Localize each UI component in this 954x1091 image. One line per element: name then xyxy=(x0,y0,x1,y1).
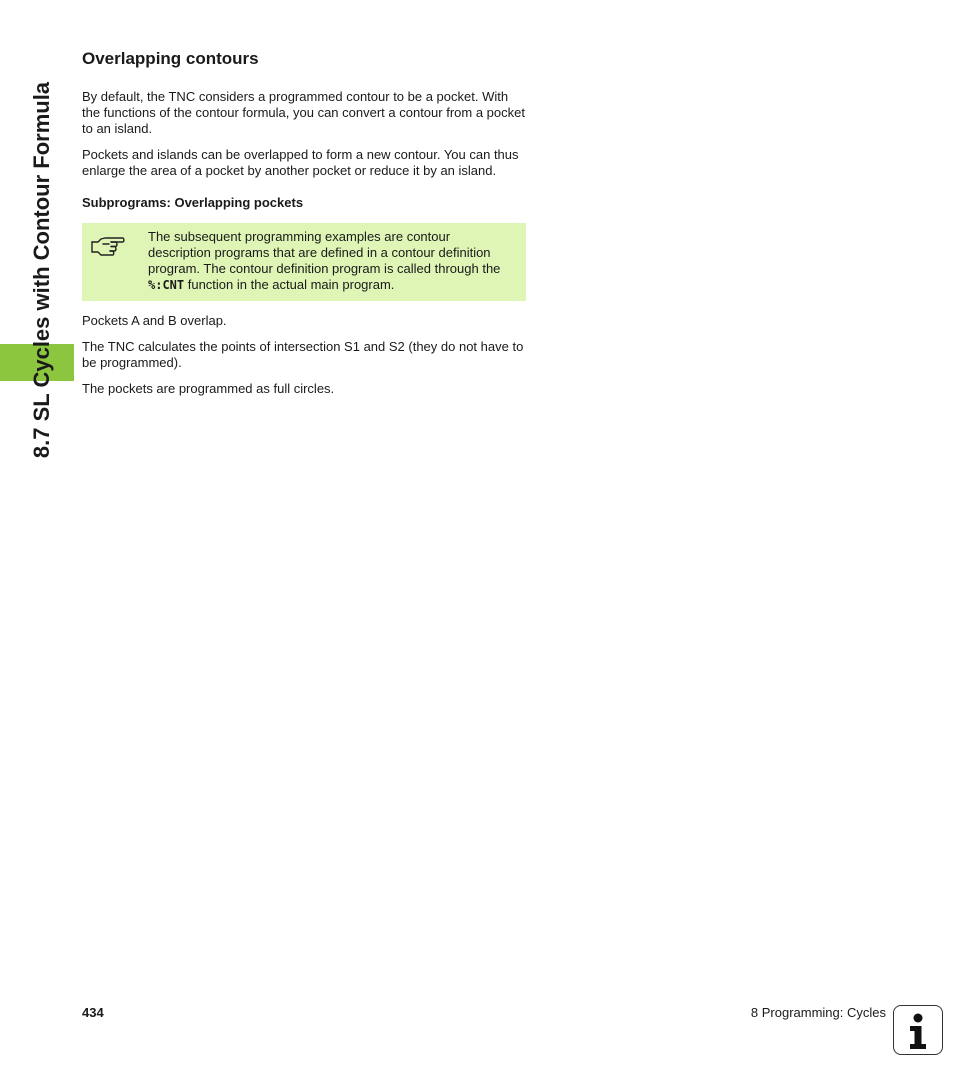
section-heading: Overlapping contours xyxy=(82,49,259,68)
note-text xyxy=(148,229,512,293)
subheading: Subprograms: Overlapping pockets xyxy=(82,195,304,210)
note-text-before: The subsequent programming examples are contour description programs that are defined in a contour definition program. The contour definition program is called through the xyxy=(148,229,501,276)
note-text-after: function in the actual main program. xyxy=(184,277,395,292)
info-icon xyxy=(893,1005,943,1055)
main-content xyxy=(82,48,526,407)
footer-chapter-label: 8 Programming: Cycles xyxy=(750,1005,886,1020)
page-number: 434 xyxy=(82,1005,104,1020)
pointing-hand-icon xyxy=(90,233,126,259)
chapter-side-title: 8.7 SL Cycles with Contour Formula xyxy=(29,81,54,459)
note-code: %:CNT xyxy=(148,278,185,292)
paragraph-pockets-overlap: Pockets A and B overlap. xyxy=(82,313,227,328)
paragraph-overlap: Pockets and islands can be overlapped to form a new contour. You can thus enlarge the area of a pocket by another pocket or reduce it by an island. xyxy=(82,147,519,178)
info-icon-glyph xyxy=(894,1006,941,1053)
paragraph-full-circles: The pockets are programmed as full circles. xyxy=(82,381,335,396)
paragraph-default-pocket: By default, the TNC considers a programmed contour to be a pocket. With the functions of the contour formula, you can convert a contour from a pocket to an island. xyxy=(82,89,525,136)
note-box xyxy=(82,223,526,301)
paragraph-intersection: The TNC calculates the points of intersection S1 and S2 (they do not have to be programmed). xyxy=(82,339,524,370)
